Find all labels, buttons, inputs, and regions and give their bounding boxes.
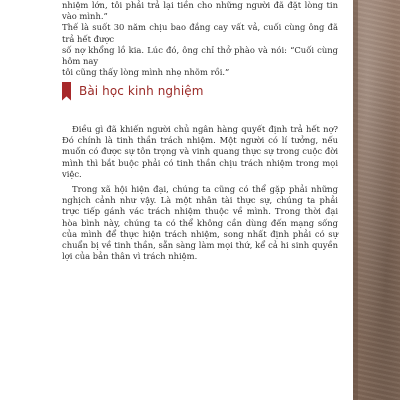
- textured-background-edge: [353, 0, 400, 400]
- body-paragraph-1: [62, 124, 338, 180]
- section-heading: [62, 80, 338, 102]
- top-paragraph: [62, 0, 338, 78]
- section-heading-text: Bài học kinh nghiệm: [79, 84, 204, 98]
- bookmark-ribbon-icon: [62, 82, 71, 101]
- top-paragraph-line-1: nhiệm lớn, tôi phải trả lại tiền cho những người đã đặt lòng tin vào mình.”: [62, 0, 338, 22]
- body-paragraph-2-text: Trong xã hội hiện đại, chúng ta cũng có thể gặp phải những nghịch cảnh như vậy. Là một nhân tài thực sự, chúng ta phải trực tiếp gánh vác trách nhiệm thuộc về mình. Trong thời đại hòa bình này, chúng ta có thể không cần dùng đến mạng sống của mình để thực hiện trách nhiệm, song nhất định phải có sự chuẩn bị về tinh thần, sẵn sàng làm mọi thứ, kể cả hi sinh quyền lợi của bản thân vì trách nhiệm.: [62, 184, 338, 262]
- top-paragraph-line-4: tôi cũng thấy lòng mình nhẹ nhõm rồi.”: [62, 67, 230, 78]
- top-paragraph-line-3: số nợ khổng lồ kia. Lúc đó, ông chỉ thở phào và nói: “Cuối cùng hôm nay: [62, 44, 338, 67]
- body-paragraph-1-text: Điều gì đã khiến người chủ ngân hàng quyết định trả hết nợ? Đó chính là tinh thần trách nhiệm. Một người có lí tưởng, nếu muốn có được sự tôn trọng và vinh quang thực sự trong cuộc đời mình thì bắt buộc phải có tinh thần chịu trách nhiệm trong mọi việc.: [62, 124, 338, 179]
- body-paragraph-2: [62, 184, 338, 262]
- page-edge-shadow: [353, 0, 358, 400]
- top-paragraph-line-2: Thế là suốt 30 năm chịu bao đắng cay vất vả, cuối cùng ông đã trả hết được: [62, 22, 338, 44]
